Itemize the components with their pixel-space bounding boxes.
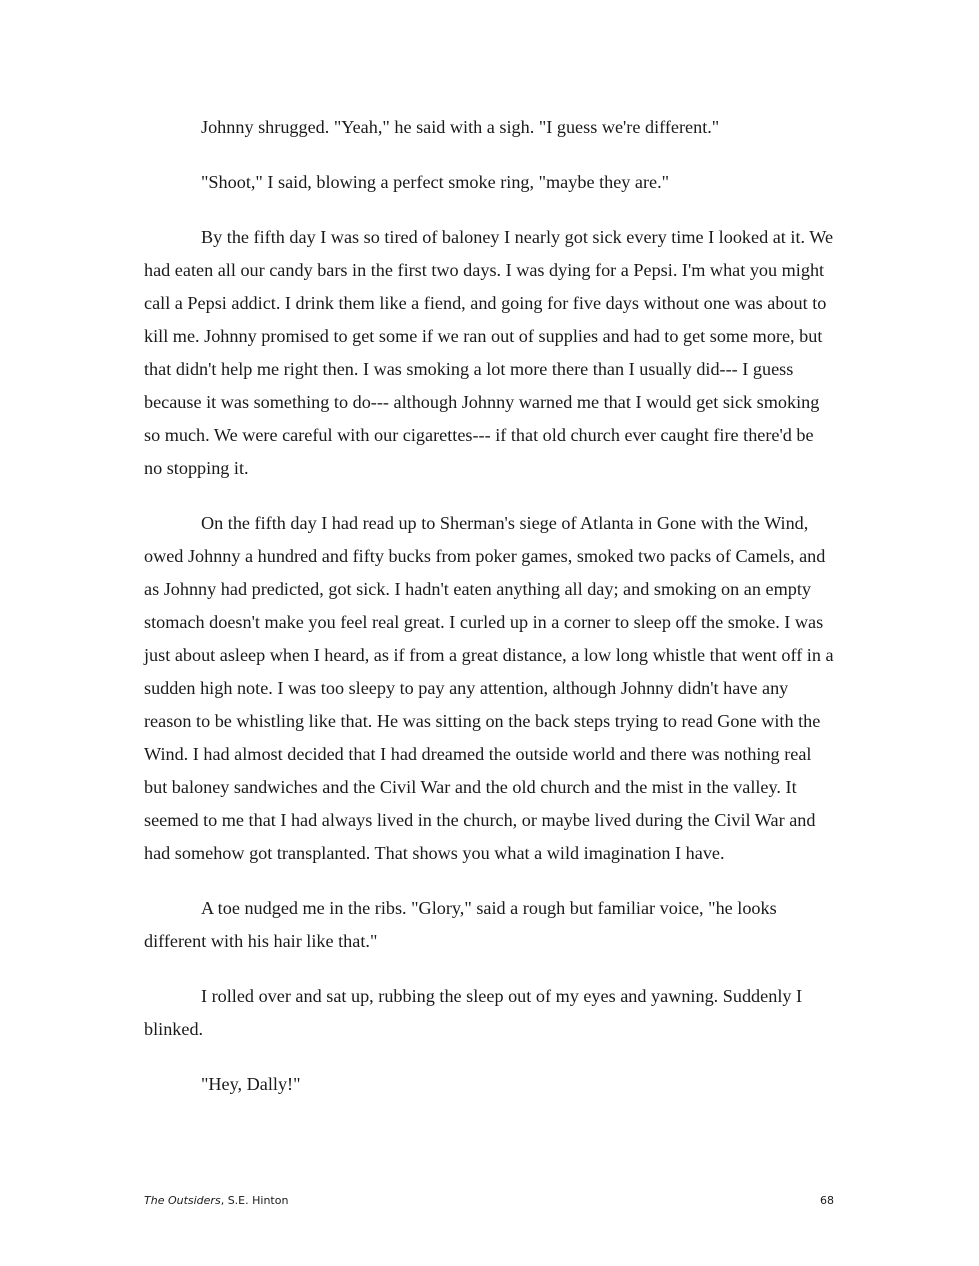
paragraph: On the fifth day I had read up to Sherman's siege of Atlanta in Gone with the Wind, owed Johnny a hundred and fifty bucks from poker games, smoked two packs of Camels, and as Johnny had predicted, got sick. I hadn't eaten anything all day; and smoking on an empty stomach doesn't make you feel real great. I curled up in a corner to sleep off the smoke. I was just about asleep when I heard, as if from a great distance, a low long whistle that went off in a sudden high note. I was too sleepy to pay any attention, although Johnny didn't have any reason to be whistling like that. He was sitting on the back steps trying to read Gone with the Wind. I had almost decided that I had dreamed the outside world and there was nothing real but baloney sandwiches and the Civil War and the old church and the mist in the valley. It seemed to me that I had always lived in the church, or maybe lived during the Civil War and had somehow got transplanted. That shows you what a wild imagination I have. [144, 513, 834, 863]
paragraph: A toe nudged me in the ribs. "Glory," said a rough but familiar voice, "he looks different with his hair like that." [144, 898, 777, 951]
footer-citation [144, 1194, 288, 1207]
page-number: 68 [820, 1194, 834, 1207]
paragraph: "Shoot," I said, blowing a perfect smoke ring, "maybe they are." [201, 172, 670, 192]
paragraph: "Hey, Dally!" [201, 1074, 301, 1094]
paragraph: By the fifth day I was so tired of baloney I nearly got sick every time I looked at it. We had eaten all our candy bars in the first two days. I was dying for a Pepsi. I'm what you might call a Pepsi addict. I drink them like a fiend, and going for five days without one was about to kill me. Johnny promised to get some if we ran out of supplies and had to get some more, but that didn't help me right then. I was smoking a lot more there than I usually did--- I guess because it was something to do--- although Johnny warned me that I would get sick smoking so much. We were careful with our cigarettes--- if that old church ever caught fire there'd be no stopping it. [144, 227, 834, 478]
footer-author: , S.E. Hinton [220, 1194, 289, 1207]
paragraph: Johnny shrugged. "Yeah," he said with a sigh. "I guess we're different." [201, 117, 720, 137]
paragraph: I rolled over and sat up, rubbing the sleep out of my eyes and yawning. Suddenly I blinked. [144, 986, 803, 1039]
body-text [144, 111, 836, 1123]
footer-book-title: The Outsiders [144, 1194, 221, 1207]
